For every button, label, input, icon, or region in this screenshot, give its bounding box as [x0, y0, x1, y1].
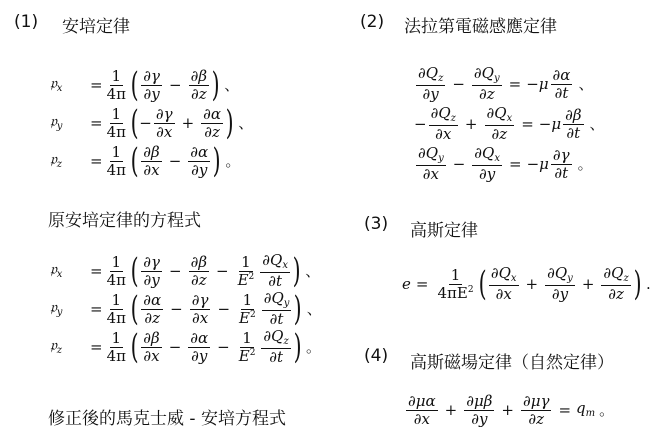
dgamma-dx: $\frac{\partial\gamma}{\partial x}$: [155, 104, 173, 141]
dbeta-dz: $\frac{\partial\beta}{\partial z}$: [190, 66, 207, 103]
section-4-title: 高斯磁場定律（自然定律）: [410, 353, 614, 373]
maxwell-eq-x: 𝔭$_x$ = $\frac{1}{4\pi}$ ( $\frac{\partial\gamma}{\partial y}$ − $\frac{\partial\beta}{\partial z}$ − $\frac{1}{E^2}$ $\frac{\partial Q_x}{\partial t}$ ) 、: [50, 251, 321, 291]
gauss-equation: e = $\frac{1}{4\pi E^2}$ ( $\frac{\partial Q_x}{\partial x}$ + $\frac{\partial Q_y}{\partial y}$ + $\frac{\partial Q_z}{\partial z}$ ) .: [402, 264, 651, 304]
section-2-title: 法拉第電磁感應定律: [404, 17, 557, 37]
faraday-equations: [414, 64, 605, 184]
p-y: 𝔭$_y$: [50, 112, 63, 132]
ampere-eq-x: 𝔭$_x$ = $\frac{1}{4\pi}$ ( $\frac{\partial\gamma}{\partial y}$ − $\frac{\partial\beta}{\partial z}$ ) 、: [50, 65, 240, 105]
dalpha-dy: $\frac{\partial\alpha}{\partial y}$: [190, 142, 209, 179]
maxwell-eq-y: 𝔭$_y$ = $\frac{1}{4\pi}$ ( $\frac{\partial\alpha}{\partial z}$ − $\frac{\partial\gamma}{\partial x}$ − $\frac{1}{E^2}$ $\frac{\partial Q_y}{\partial t}$ ) 、: [50, 289, 322, 329]
gauss-magnetism-equation: $\frac{\partial\mu\alpha}{\partial x}$ + $\frac{\partial\mu\beta}{\partial y}$ + $\frac{\partial\mu\gamma}{\partial z}$ = $q_m$ 。: [408, 391, 615, 428]
ampere-eq-z: 𝔭$_z$ = $\frac{1}{4\pi}$ ( $\frac{\partial\beta}{\partial x}$ − $\frac{\partial\alpha}{\partial y}$ ) 。: [50, 141, 241, 181]
caption-maxwell-ampere: 修正後的馬克士威 - 安培方程式: [48, 409, 286, 429]
section-3-number: (3): [364, 214, 389, 234]
section-1-title: 安培定律: [62, 17, 130, 37]
p-x: 𝔭$_x$: [50, 74, 63, 94]
faraday-eq-2: − $\frac{\partial Q_z}{\partial x}$ + $\frac{\partial Q_x}{\partial z}$ = −μ $\frac{\partial\beta}{\partial t}$ 、: [414, 104, 605, 143]
dbeta-dx: $\frac{\partial\beta}{\partial x}$: [143, 142, 160, 179]
section-1-number: (1): [14, 12, 39, 32]
caption-original-ampere: 原安培定律的方程式: [48, 211, 201, 231]
maxwell-ampere-equations: [50, 252, 322, 366]
dQz-dt: $\frac{\partial Q_z}{\partial t}$: [263, 327, 289, 366]
dQx-dt: $\frac{\partial Q_x}{\partial t}$: [262, 251, 288, 290]
ampere-eq-y: 𝔭$_y$ = $\frac{1}{4\pi}$ ( − $\frac{\partial\gamma}{\partial x}$ + $\frac{\partial\alpha}{\partial z}$ ) 、: [50, 103, 254, 143]
section-2-number: (2): [360, 12, 385, 32]
faraday-eq-3: $\frac{\partial Q_y}{\partial x}$ − $\frac{\partial Q_x}{\partial y}$ = −μ $\frac{\partial\gamma}{\partial t}$ 。: [418, 144, 593, 183]
p-z: 𝔭$_z$: [50, 150, 63, 170]
dgamma-dy: $\frac{\partial\gamma}{\partial y}$: [143, 66, 160, 103]
section-3-title: 高斯定律: [410, 221, 478, 241]
dalpha-dz: $\frac{\partial\alpha}{\partial z}$: [203, 104, 222, 141]
maxwell-eq-z: 𝔭$_z$ = $\frac{1}{4\pi}$ ( $\frac{\partial\beta}{\partial x}$ − $\frac{\partial\alpha}{\partial y}$ − $\frac{1}{E^2}$ $\frac{\partial Q_z}{\partial t}$ ) 。: [50, 327, 322, 367]
equals-sign: =: [90, 75, 103, 94]
faraday-eq-1: $\frac{\partial Q_z}{\partial y}$ − $\frac{\partial Q_y}{\partial z}$ = −μ $\frac{\partial\alpha}{\partial t}$ 、: [418, 64, 594, 103]
dQy-dt: $\frac{\partial Q_y}{\partial t}$: [263, 289, 290, 328]
ampere-equations: [50, 66, 253, 180]
section-4-number: (4): [364, 346, 389, 366]
coef-fraction: $\frac{1}{4\pi}$: [106, 66, 126, 103]
